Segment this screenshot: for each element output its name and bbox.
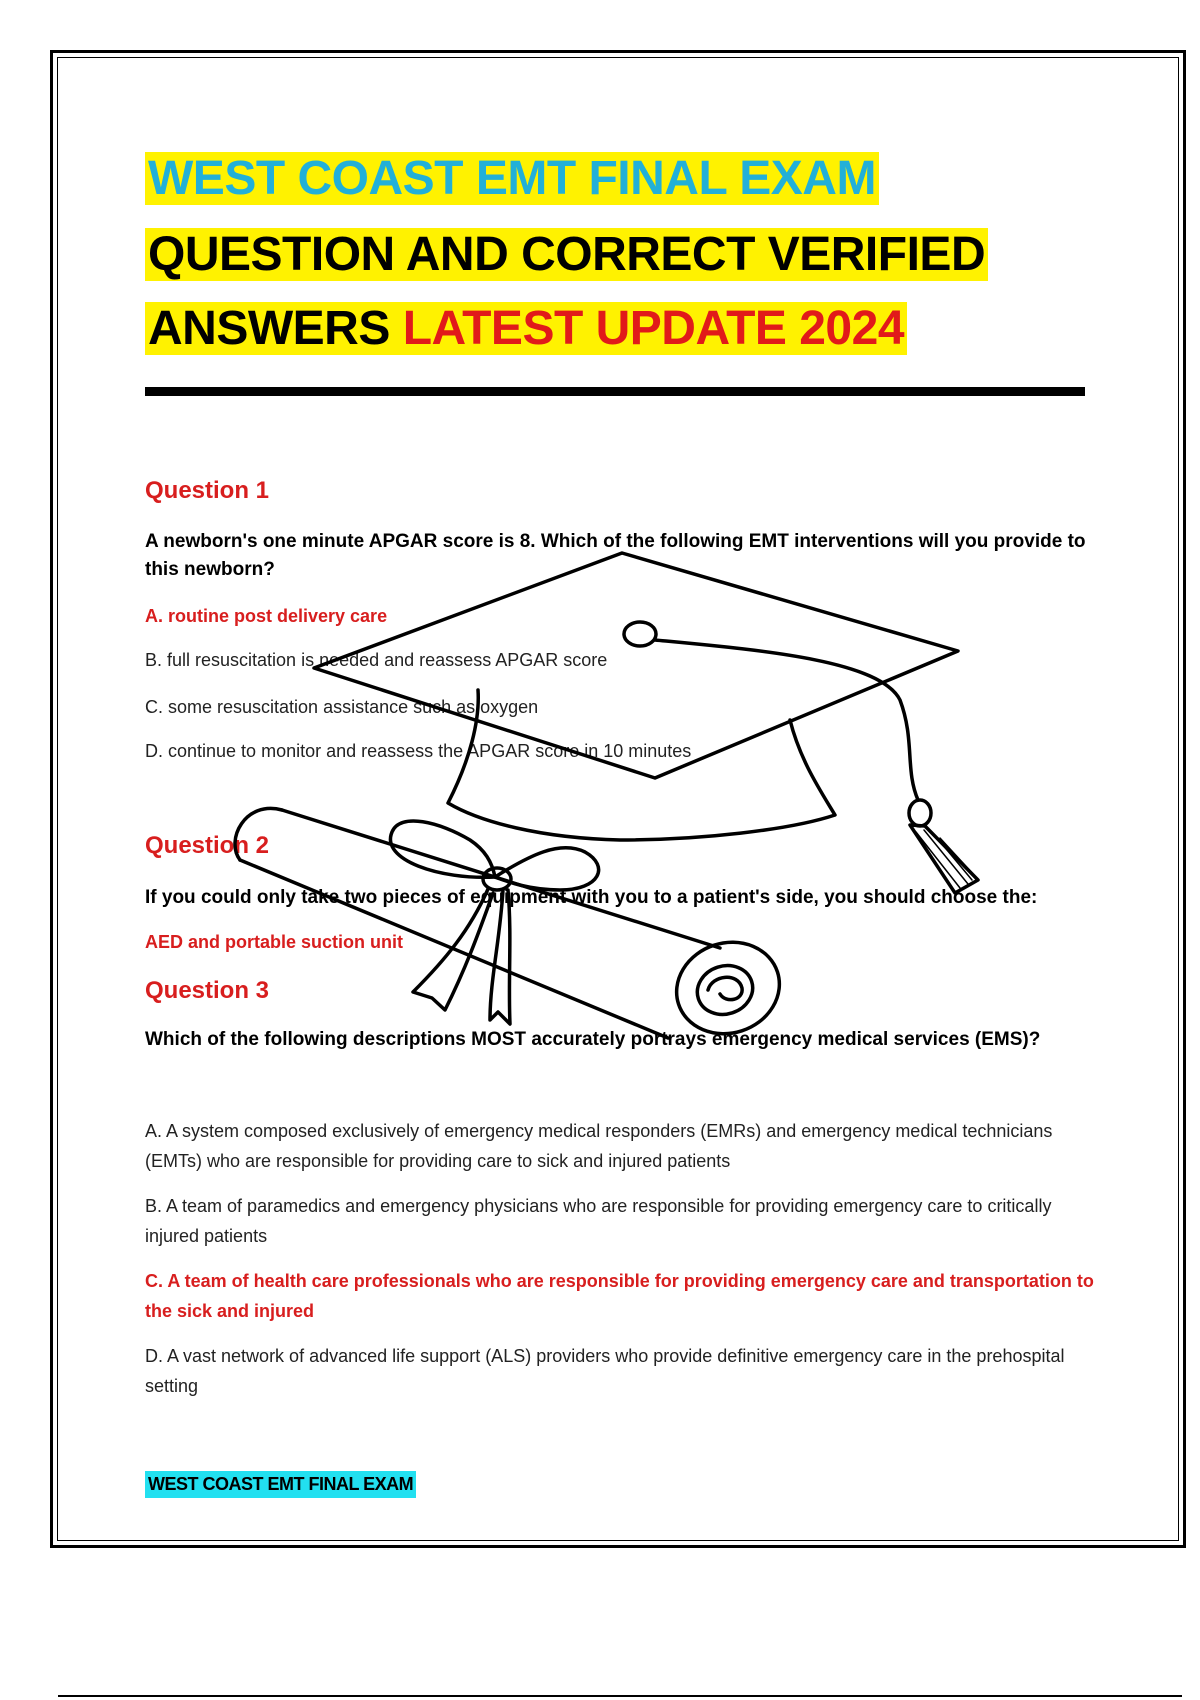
question-3-text: Which of the following descriptions MOST accurately portrays emergency medical services (EMS)? xyxy=(145,1029,1041,1050)
question-3-option-a: A. A system composed exclusively of emergency medical responders (EMRs) and emergency medical technicians (EMTs) who are responsible for providing care to sick and injured patients xyxy=(145,1121,1053,1171)
question-1-text: A newborn's one minute APGAR score is 8. Which of the following EMT interventions will you provide to this newborn? xyxy=(145,531,1086,580)
question-3-heading: Question 3 xyxy=(145,977,270,1004)
question-1-option-d: D. continue to monitor and reassess the APGAR score in 10 minutes xyxy=(145,741,692,761)
title-divider xyxy=(145,387,1085,396)
title-line-1: WEST COAST EMT FINAL EXAM xyxy=(145,147,879,211)
question-2-heading: Question 2 xyxy=(145,832,270,859)
title-line-2: QUESTION AND CORRECT VERIFIED xyxy=(145,223,988,287)
question-1-option-a: A. routine post delivery care xyxy=(145,606,388,626)
question-1-option-b: B. full resuscitation is needed and reassess APGAR score xyxy=(145,650,608,670)
question-3-option-d: D. A vast network of advanced life support (ALS) providers who provide definitive emergency care in the prehospital setting xyxy=(145,1346,1065,1396)
page-bottom-rule xyxy=(58,1695,1182,1697)
question-1-option-c: C. some resuscitation assistance such as oxygen xyxy=(145,697,539,717)
title-line-3 xyxy=(145,297,907,361)
title-answers-text: ANSWERS xyxy=(148,302,390,355)
question-1-heading: Question 1 xyxy=(145,477,270,504)
question-3-option-b: B. A team of paramedics and emergency physicians who are responsible for providing emergency care to critically injured patients xyxy=(145,1196,1052,1246)
question-2-answer: AED and portable suction unit xyxy=(145,932,404,952)
question-3-option-c: C. A team of health care professionals who are responsible for providing emergency care and transportation to the sick and injured xyxy=(145,1271,1094,1321)
footer-exam-label: WEST COAST EMT FINAL EXAM xyxy=(145,1471,416,1498)
question-2-text: If you could only take two pieces of equipment with you to a patient's side, you should choose the: xyxy=(145,887,1038,908)
title-update-text: LATEST UPDATE 2024 xyxy=(402,302,905,355)
